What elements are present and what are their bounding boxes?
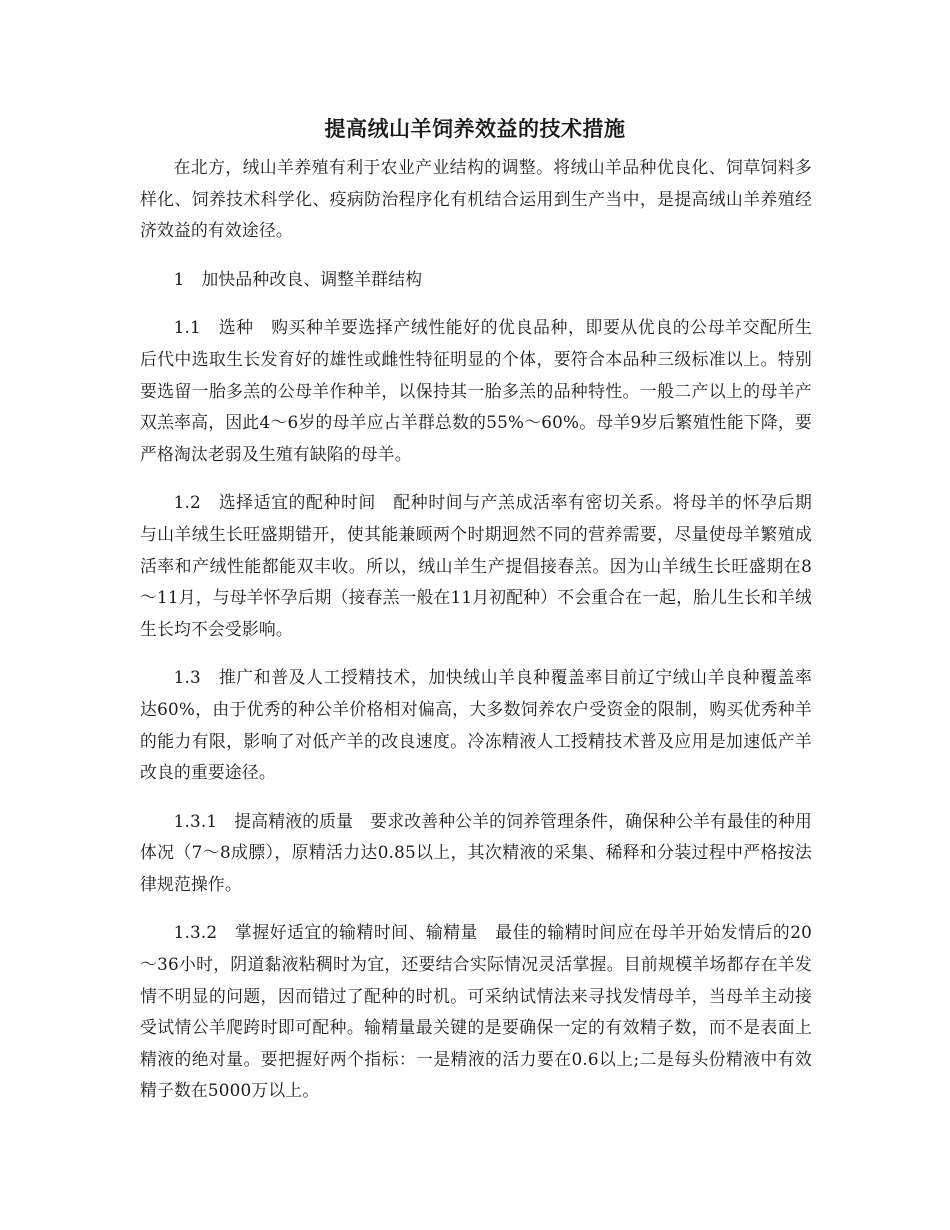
paragraph-1-3: 1.3 推广和普及人工授精技术，加快绒山羊良种覆盖率目前辽宁绒山羊良种覆盖率达60%，由于优秀的种公羊价格相对偏高，大多数饲养农户受资金的限制，购买优秀种羊的能力有限，影响了对低产羊的改良速度。冷冻精液人工授精技术普及应用是加速低产羊改良的重要途径。 (140, 667, 812, 783)
paragraph-1-3-2: 1.3.2 掌握好适宜的输精时间、输精量 最佳的输精时间应在母羊开始发情后的20～36小时，阴道黏液粘稠时为宜，还要结合实际情况灵活掌握。目前规模羊场都存在羊发情不明显的问题，因而错过了配种的时机。可采纳试情法来寻找发情母羊，当母羊主动接受试情公羊爬跨时即可配种。输精量最关键的是要确保一定的有效精子数，而不是表面上精液的绝对量。要把握好两个指标：一是精液的活力要在0.6以上;二是每头份精液中有效精子数在5000万以上。 (140, 922, 812, 1101)
document-body (140, 152, 812, 1124)
intro-paragraph: 在北方，绒山羊养殖有利于农业产业结构的调整。将绒山羊品种优良化、饲草饲料多样化、饲养技术科学化、疫病防治程序化有机结合运用到生产当中，是提高绒山羊养殖经济效益的有效途径。 (140, 157, 812, 241)
paragraph-1-3-1: 1.3.1 提高精液的质量 要求改善种公羊的饲养管理条件，确保种公羊有最佳的种用体况（7～8成膘），原精活力达0.85以上，其次精液的采集、稀释和分装过程中严格按法律规范操作。 (140, 810, 812, 894)
section-heading-1: 1 加快品种改良、调整羊群结构 (173, 268, 423, 289)
paragraph-1-2: 1.2 选择适宜的配种时间 配种时间与产羔成活率有密切关系。将母羊的怀孕后期与山羊绒生长旺盛期错开，使其能兼顾两个时期迥然不同的营养需要，尽量使母羊繁殖成活率和产绒性能都能双丰收。所以，绒山羊生产提倡接春羔。因为山羊绒生长旺盛期在8～11月，与母羊怀孕后期（接春羔一般在11月初配种）不会重合在一起，胎儿生长和羊绒生长均不会受影响。 (140, 492, 812, 639)
document-title: 提高绒山羊饲养效益的技术措施 (324, 117, 626, 141)
paragraph-1-1: 1.1 选种 购买种羊要选择产绒性能好的优良品种，即要从优良的公母羊交配所生后代中选取生长发育好的雄性或雌性特征明显的个体，要符合本品种三级标准以上。特别要选留一胎多羔的公母羊作种羊，以保持其一胎多羔的品种特性。一般二产以上的母羊产双羔率高，因此4～6岁的母羊应占羊群总数的55%～60%。母羊9岁后繁殖性能下降，要严格淘汰老弱及生殖有缺陷的母羊。 (140, 317, 812, 464)
